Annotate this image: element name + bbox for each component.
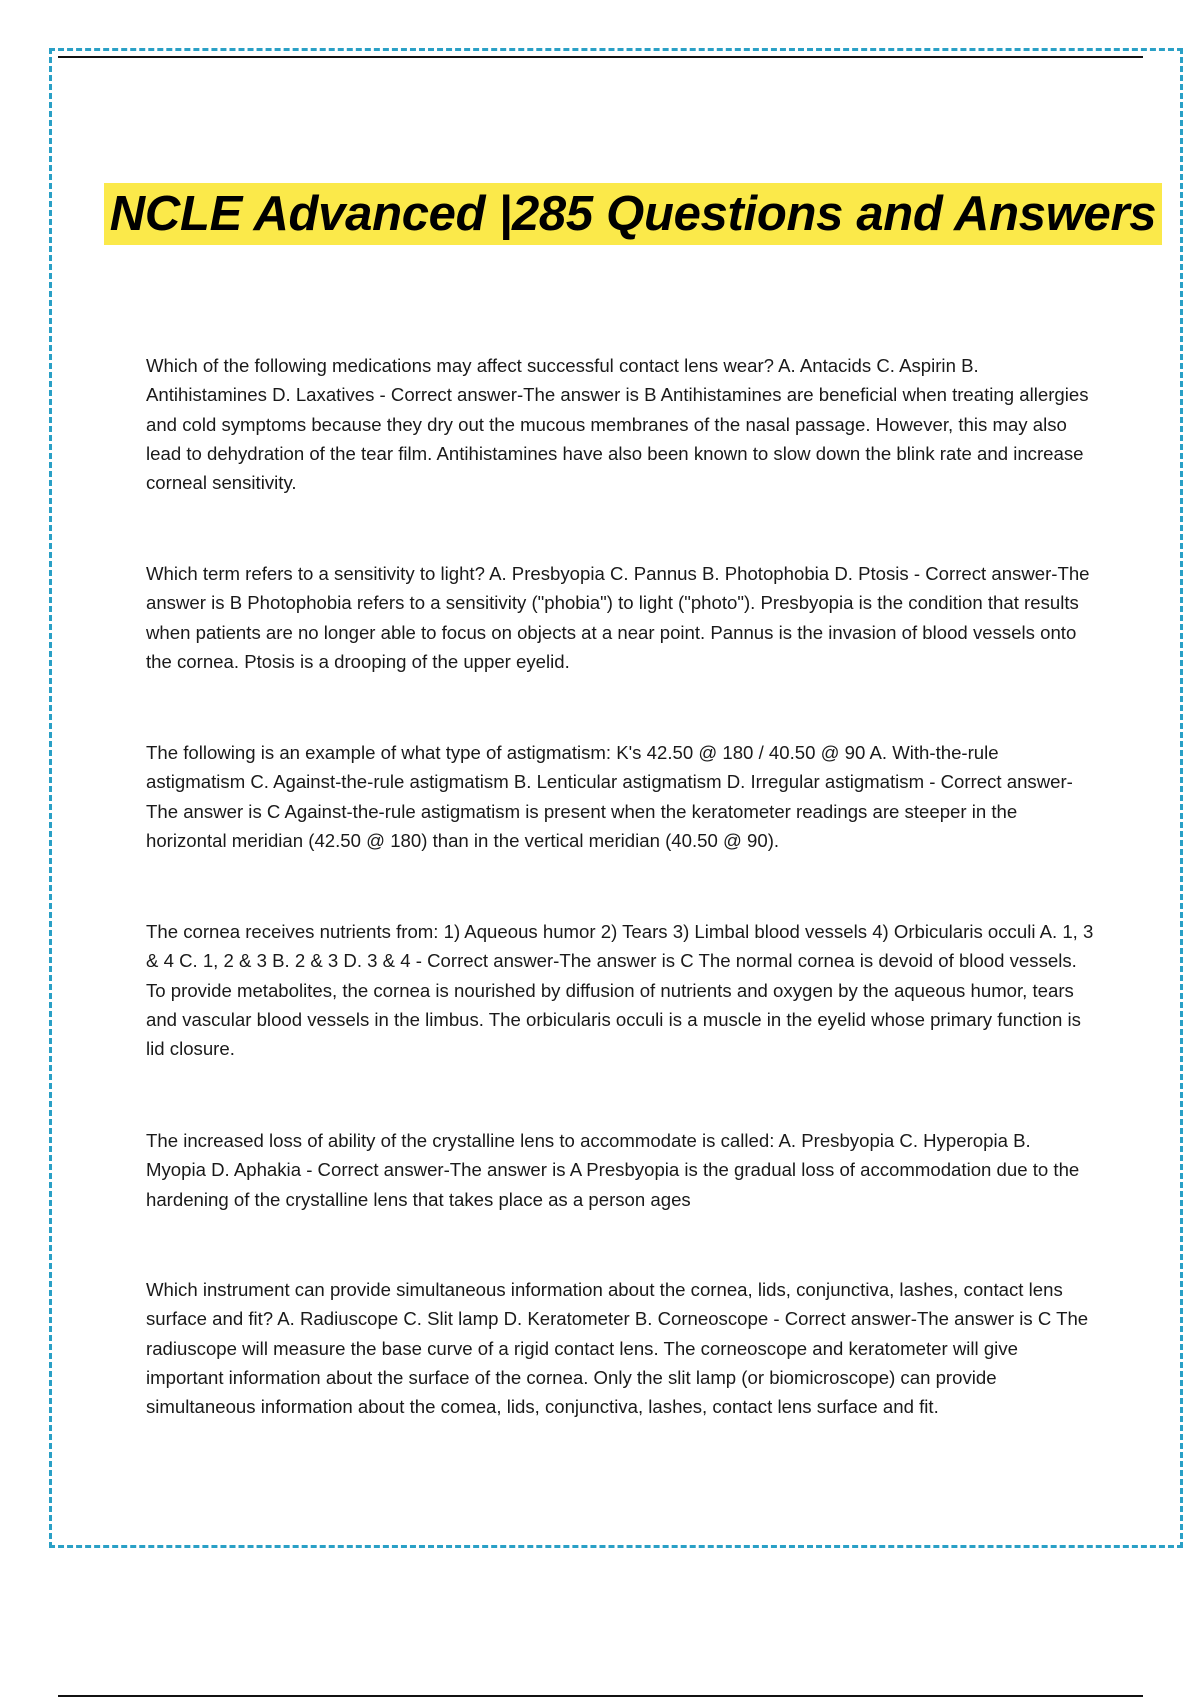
top-rule — [58, 56, 1143, 58]
question-answer-3: The following is an example of what type of astigmatism: K's 42.50 @ 180 / 40.50 @ 90 A. With-the-rule astigmatism C. Against-the-rule astigmatism B. Lenticular astigmatism D. Irregular astigmatism - Correct answer-The answer is C Against-the-rule astigmatism is present when the keratometer readings are steeper in the horizontal meridian (42.50 @ 180) than in the vertical meridian (40.50 @ 90). — [146, 742, 1073, 851]
question-answer-6: Which instrument can provide simultaneous information about the cornea, lids, conjunctiva, lashes, contact lens surface and fit? A. Radiuscope C. Slit lamp D. Keratometer B. Corneoscope - Correct answer-The answer is C The radiuscope will measure the base curve of a rigid contact lens. The corneoscope and keratometer will give important information about the surface of the cornea. Only the slit lamp (or biomicroscope) can provide simultaneous information about the comea, lids, conjunctiva, lashes, contact lens surface and fit. — [146, 1279, 1089, 1418]
question-answer-1: Which of the following medications may affect successful contact lens wear? A. Antacids C. Aspirin B. Antihistamines D. Laxatives - Correct answer-The answer is B Antihistamines are beneficial when treating allergies and cold symptoms because they dry out the mucous membranes of the nasal passage. However, this may also lead to dehydration of the tear film. Antihistamines have also been known to slow down the blink rate and increase corneal sensitivity. — [146, 355, 1089, 494]
bottom-rule — [58, 1695, 1143, 1697]
document-title: NCLE Advanced |285 Questions and Answers — [109, 187, 1157, 241]
question-answer-4: The cornea receives nutrients from: 1) Aqueous humor 2) Tears 3) Limbal blood vessels 4) Orbicularis occuli A. 1, 3 & 4 C. 1, 2 & 3 B. 2 & 3 D. 3 & 4 - Correct answer-The answer is C The normal cornea is devoid of blood vessels. To provide metabolites, the cornea is nourished by diffusion of nutrients and oxygen by the aqueous humor, tears and vascular blood vessels in the limbus. The orbicularis occuli is a muscle in the eyelid whose primary function is lid closure. — [146, 921, 1094, 1060]
question-answer-2: Which term refers to a sensitivity to light? A. Presbyopia C. Pannus B. Photophobia D. Ptosis - Correct answer-The answer is B Photophobia refers to a sensitivity ("phobia") to light ("photo"). Presbyopia is the condition that results when patients are no longer able to focus on objects at a near point. Pannus is the invasion of blood vessels onto the cornea. Ptosis is a drooping of the upper eyelid. — [146, 563, 1090, 672]
question-answer-5: The increased loss of ability of the crystalline lens to accommodate is called: A. Presbyopia C. Hyperopia B. Myopia D. Aphakia - Correct answer-The answer is A Presbyopia is the gradual loss of accommodation due to the hardening of the crystalline lens that takes place as a person ages — [146, 1130, 1080, 1210]
